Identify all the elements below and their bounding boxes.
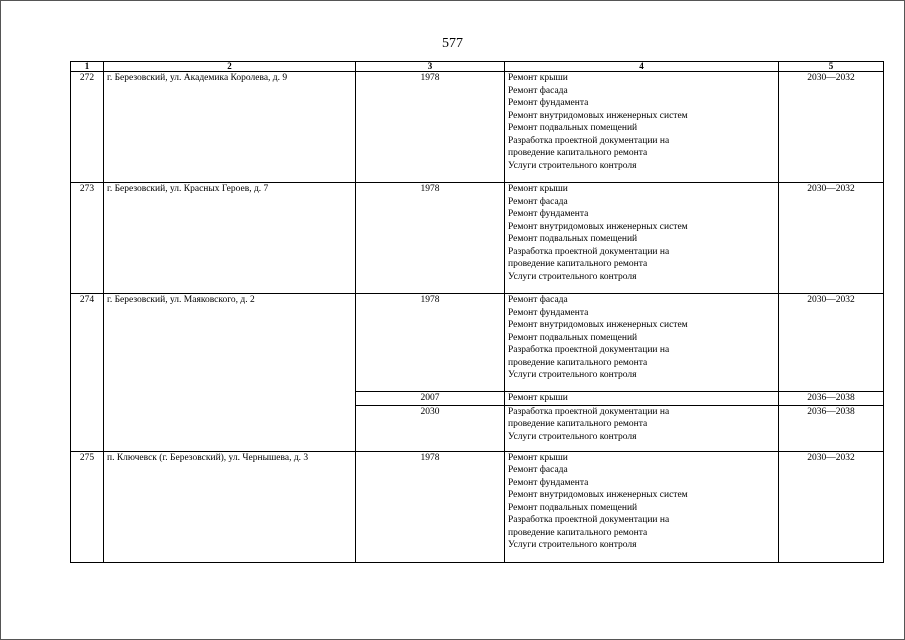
work-item: Ремонт крыши [508,73,568,83]
work-item: Ремонт подвальных помещений [508,123,638,133]
work-item: проведение капитального ремонта [508,527,648,538]
works-cell [505,183,779,294]
works-cell [505,405,779,451]
period-cell: 2036—2038 [779,392,884,406]
year-cell: 2030 [356,405,505,451]
repair-schedule-table [70,61,884,563]
row-number: 274 [71,294,104,452]
work-item: Разработка проектной документации на [508,406,670,417]
table-row [71,183,884,294]
work-item: Ремонт крыши [508,452,568,463]
year-cell: 1978 [356,451,505,562]
header-col-4: 4 [505,62,779,72]
address-cell: п. Ключевск (г. Березовский), ул. Чернышева, д. 3 [104,451,356,562]
work-item: Ремонт фундамента [508,477,589,488]
work-item: Разработка проектной документации на [508,515,670,525]
work-item: Услуги строительного контроля [508,540,637,550]
address-cell: г. Березовский, ул. Академика Королева, д. 9 [104,72,356,183]
work-item: Ремонт крыши [508,393,568,403]
address-cell: г. Березовский, ул. Красных Героев, д. 7 [104,183,356,294]
page-number: 577 [442,36,463,51]
work-item: Ремонт подвальных помещений [508,332,638,343]
period-cell: 2030—2032 [779,294,884,392]
period-cell: 2030—2032 [779,183,884,294]
work-item: Ремонт крыши [508,184,568,194]
header-row [71,62,884,72]
work-item: проведение капитального ремонта [508,357,648,368]
year-cell: 1978 [356,294,505,392]
table-body [71,72,884,563]
work-item: проведение капитального ремонта [508,148,648,158]
row-number: 275 [71,451,104,562]
work-item: Ремонт внутридомовых инженерных систем [508,221,688,232]
work-item: Ремонт подвальных помещений [508,234,638,244]
works-cell [505,72,779,183]
header-col-3: 3 [356,62,505,72]
works-cell [505,392,779,406]
header-col-2: 2 [104,62,356,72]
works-cell [505,294,779,392]
work-item: Ремонт фундамента [508,307,589,318]
work-item: Услуги строительного контроля [508,370,637,380]
table-row [71,451,884,562]
work-item: Разработка проектной документации на [508,345,670,355]
row-number: 272 [71,72,104,183]
year-cell: 1978 [356,72,505,183]
work-item: Услуги строительного контроля [508,431,637,442]
work-item: Ремонт фасада [508,196,568,207]
work-item: Услуги строительного контроля [508,160,637,171]
table-row [71,72,884,183]
work-item: проведение капитального ремонта [508,419,648,429]
header-col-5: 5 [779,62,884,72]
work-item: Ремонт фундамента [508,98,589,108]
work-item: Разработка проектной документации на [508,246,670,257]
period-cell: 2030—2032 [779,72,884,183]
work-item: Ремонт подвальных помещений [508,502,638,513]
work-item: Услуги строительного контроля [508,271,637,282]
works-cell [505,451,779,562]
work-item: Ремонт фасада [508,295,568,305]
work-item: Ремонт внутридомовых инженерных систем [508,320,688,330]
work-item: Ремонт фасада [508,85,568,96]
work-item: Ремонт фасада [508,465,568,475]
period-cell: 2036—2038 [779,405,884,451]
header-col-1: 1 [71,62,104,72]
work-item: проведение капитального ремонта [508,259,648,269]
table-row [71,294,884,392]
work-item: Ремонт фундамента [508,209,589,219]
year-cell: 1978 [356,183,505,294]
row-number: 273 [71,183,104,294]
work-item: Разработка проектной документации на [508,135,670,146]
work-item: Ремонт внутридомовых инженерных систем [508,110,688,121]
year-cell: 2007 [356,392,505,406]
address-cell: г. Березовский, ул. Маяковского, д. 2 [104,294,356,452]
period-cell: 2030—2032 [779,451,884,562]
work-item: Ремонт внутридомовых инженерных систем [508,490,688,500]
